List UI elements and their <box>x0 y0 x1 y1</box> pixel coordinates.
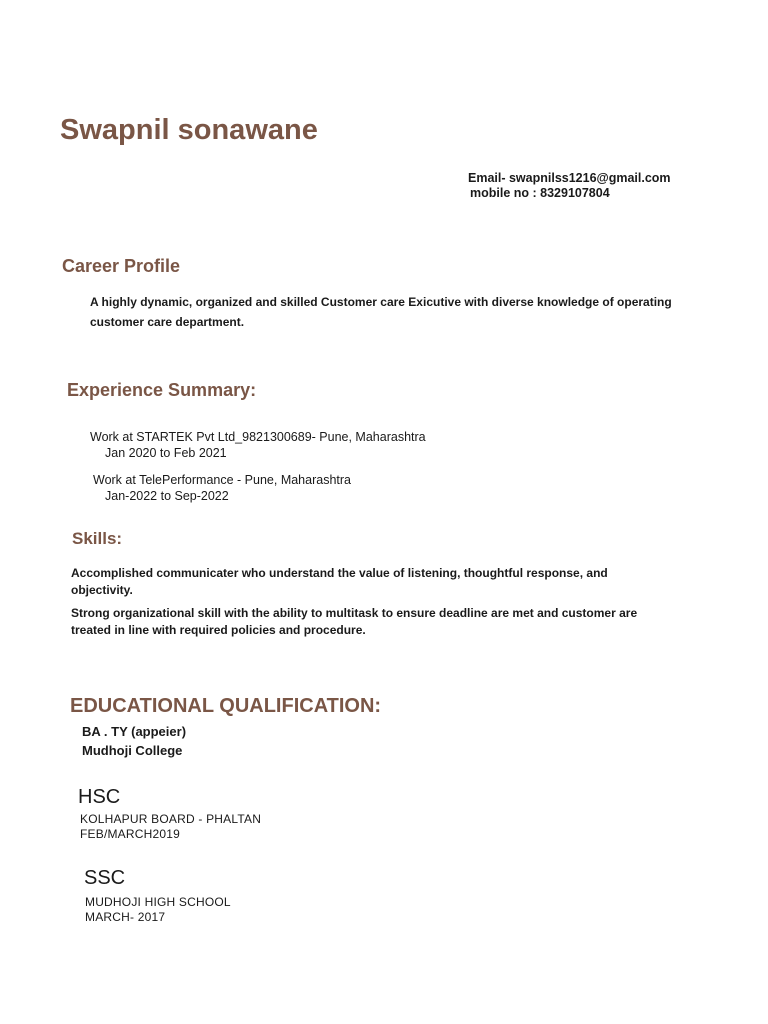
experience-line: Work at STARTEK Pvt Ltd_9821300689- Pune, Maharashtra <box>90 430 426 444</box>
skill-line: Strong organizational skill with the ability to multitask to ensure deadline are met and customer are <box>71 606 638 620</box>
experience-dates: Jan 2020 to Feb 2021 <box>105 446 227 460</box>
career-profile-line: customer care department. <box>90 315 245 329</box>
skill-line: treated in line with required policies and procedure. <box>71 623 366 637</box>
email-line: Email- swapnilss1216@gmail.com <box>468 171 671 185</box>
experience-line: Work at TelePerformance - Pune, Maharashtra <box>93 473 351 487</box>
skill-line: Accomplished communicater who understand the value of listening, thoughtful response, and <box>71 566 608 580</box>
career-profile-heading: Career Profile <box>62 256 181 276</box>
hsc-board: KOLHAPUR BOARD - PHALTAN <box>80 812 262 826</box>
experience-item <box>90 429 426 461</box>
ssc-details <box>85 895 231 925</box>
skills-heading: Skills: <box>72 529 123 548</box>
candidate-name: Swapnil sonawane <box>60 114 318 146</box>
ssc-heading: SSC <box>84 867 126 889</box>
education-college: Mudhoji College <box>82 743 183 758</box>
education-degree: BA . TY (appeier) <box>82 724 187 739</box>
hsc-details <box>80 812 261 842</box>
career-profile-text <box>90 292 672 332</box>
ssc-date: MARCH- 2017 <box>85 910 166 924</box>
education-degree-block <box>82 722 186 760</box>
hsc-date: FEB/MARCH2019 <box>80 827 180 841</box>
skill-item <box>71 605 637 639</box>
hsc-heading: HSC <box>78 786 121 808</box>
skill-line: objectivity. <box>71 583 133 597</box>
experience-dates: Jan-2022 to Sep-2022 <box>105 489 229 503</box>
experience-item <box>93 472 351 504</box>
ssc-school: MUDHOJI HIGH SCHOOL <box>85 895 231 909</box>
experience-heading: Experience Summary: <box>67 380 257 400</box>
skill-item <box>71 565 608 599</box>
mobile-line: mobile no : 8329107804 <box>470 186 610 200</box>
career-profile-line: A highly dynamic, organized and skilled Customer care Exicutive with diverse knowledge of operating <box>90 295 672 309</box>
education-heading: EDUCATIONAL QUALIFICATION: <box>70 695 382 717</box>
